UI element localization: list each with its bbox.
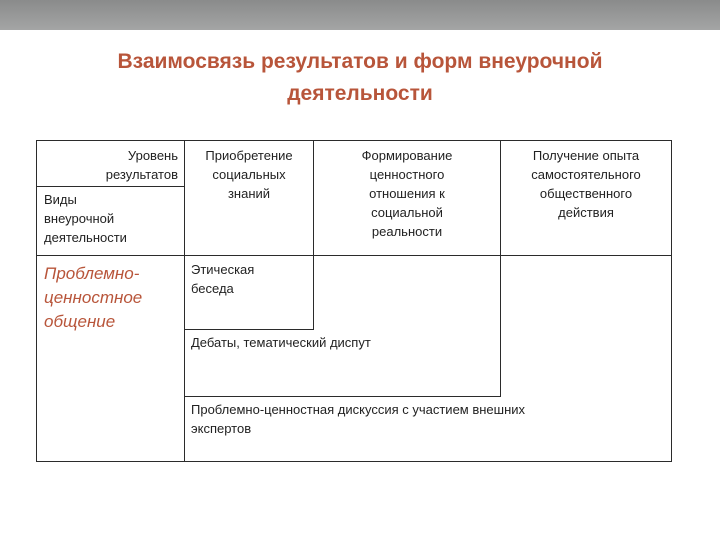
- corner-top-text: Уровень результатов: [105, 148, 178, 182]
- top-bar: [0, 0, 720, 30]
- corner-bottom-text: Виды внеурочной деятельности: [44, 192, 127, 245]
- corner-diagonal-line: [36, 186, 184, 187]
- page-title: [40, 46, 680, 110]
- title-line-2: деятельности: [287, 82, 433, 105]
- column-header-attitude: Формирование ценностного отношения к социальной реальности: [361, 148, 453, 239]
- ethical-cell-bottom: [184, 329, 314, 330]
- row-label: Проблемно- ценностное общение: [44, 264, 143, 331]
- debates-cell-bottom: [184, 396, 501, 397]
- cell-discussion: Проблемно-ценностная дискуссия с участием внешних экспертов: [191, 402, 526, 436]
- cell-debates: Дебаты, тематический диспут: [191, 335, 371, 350]
- table-border-left: [36, 140, 37, 462]
- column-header-knowledge: Приобретение социальных знаний: [205, 148, 293, 201]
- title-line-1: Взаимосвязь результатов и форм внеурочной: [117, 50, 603, 73]
- results-table: [36, 140, 672, 462]
- table-border-top: [36, 140, 672, 141]
- table-border-right: [671, 140, 672, 462]
- cell-ethical-conversation: Этическая беседа: [191, 262, 255, 296]
- column-header-experience: Получение опыта самостоятельного общественного действия: [531, 148, 641, 220]
- header-bottom-line: [36, 255, 672, 256]
- table-border-bottom: [36, 461, 672, 462]
